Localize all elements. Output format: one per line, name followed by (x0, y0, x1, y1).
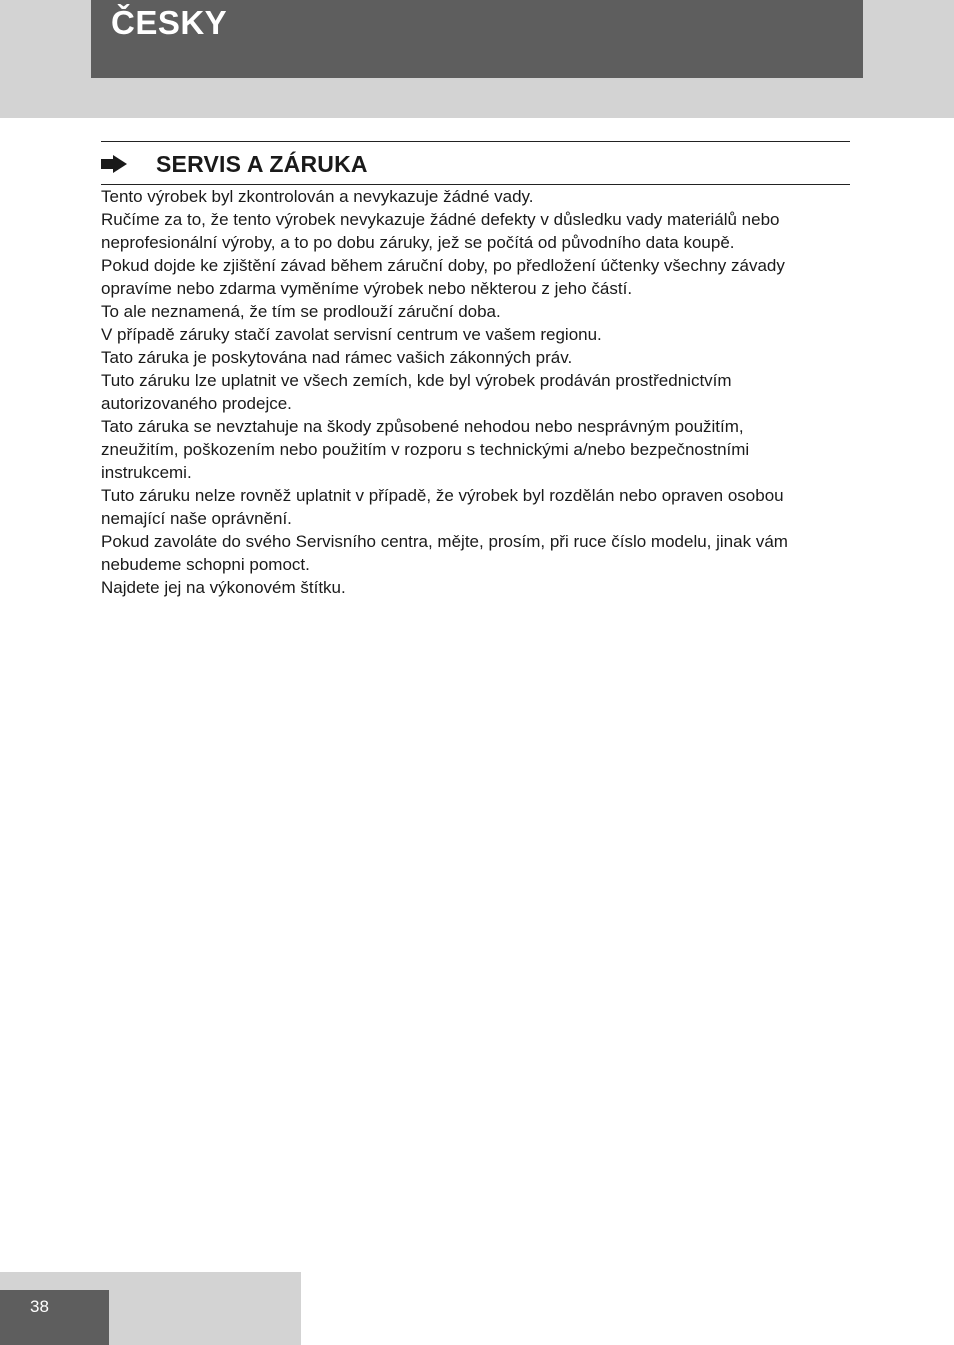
warranty-section (101, 141, 850, 599)
section-body (101, 185, 850, 599)
body-line: Tento výrobek byl zkontrolován a nevykazuje žádné vady. (101, 187, 534, 206)
body-line: Najdete jej na výkonovém štítku. (101, 578, 346, 597)
body-line: Tuto záruku lze uplatnit ve všech zemích, kde byl výrobek prodáván prostřednictvím (101, 371, 732, 390)
body-line: Tato záruka se nevztahuje na škody způsobené nehodou nebo nesprávným použitím, (101, 417, 744, 436)
body-line: neprofesionální výroby, a to po dobu záruky, jež se počítá od původního data koupě. (101, 233, 735, 252)
body-line: Tuto záruku nelze rovněž uplatnit v případě, že výrobek byl rozdělán nebo opraven osobou (101, 486, 784, 505)
body-line: V případě záruky stačí zavolat servisní centrum ve vašem regionu. (101, 325, 602, 344)
body-line: nemající naše oprávnění. (101, 509, 292, 528)
body-line: instrukcemi. (101, 463, 192, 482)
section-heading (101, 141, 850, 185)
section-title: SERVIS A ZÁRUKA (156, 151, 368, 177)
body-line: opravíme nebo zdarma vyměníme výrobek nebo některou z jeho částí. (101, 279, 633, 298)
body-line: Pokud dojde ke zjištění závad během záruční doby, po předložení účtenky všechny závady (101, 256, 785, 275)
body-line: Tato záruka je poskytována nad rámec vašich zákonných práv. (101, 348, 573, 367)
page-number-box (0, 1290, 109, 1345)
body-line: Ručíme za to, že tento výrobek nevykazuje žádné defekty v důsledku vady materiálů nebo (101, 210, 780, 229)
body-line: To ale neznamená, že tím se prodlouží záruční doba. (101, 302, 501, 321)
body-line: zneužitím, poškozením nebo použitím v rozporu s technickými a/nebo bezpečnostními (101, 440, 750, 459)
arrow-right-icon (101, 155, 127, 173)
body-line: autorizovaného prodejce. (101, 394, 292, 413)
body-line: nebudeme schopni pomoct. (101, 555, 310, 574)
language-title: ČESKY (111, 4, 228, 41)
page-number: 38 (30, 1297, 49, 1316)
language-header (91, 0, 863, 78)
body-line: Pokud zavoláte do svého Servisního centra, mějte, prosím, při ruce číslo modelu, jinak vám (101, 532, 788, 551)
